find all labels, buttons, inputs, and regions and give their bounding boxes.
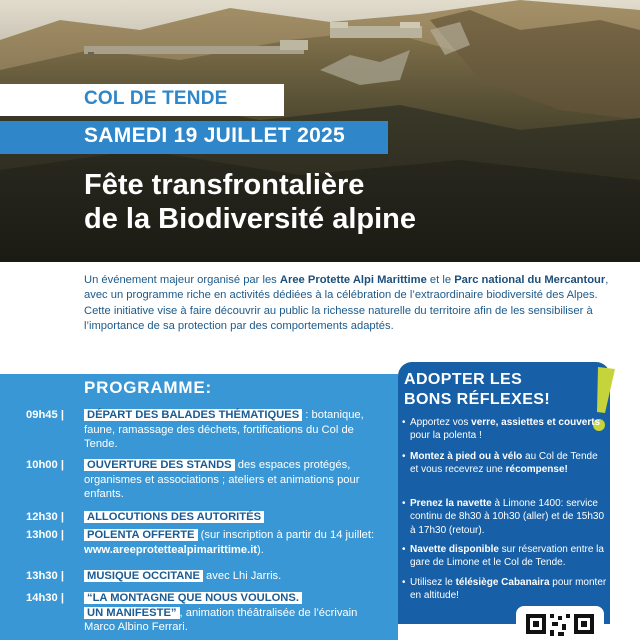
title-line-1: Fête transfrontalière [84, 169, 365, 201]
tip-item [402, 576, 608, 603]
tip-text: au Col de Tende et vous recevrez une [410, 451, 598, 476]
tips-title-line-2: BONS RÉFLEXES! [404, 391, 551, 408]
programme-body [84, 569, 384, 584]
qr-code[interactable] [516, 606, 604, 640]
intro-paragraph-1 [84, 273, 624, 304]
tip-item [402, 450, 608, 477]
organizer-italy: Aree Protette Alpi Marittime [279, 274, 427, 286]
bullet-icon: • [402, 577, 406, 588]
programme-label: OUVERTURE DES STANDS [84, 459, 235, 471]
programme-time: 09h45 | [26, 409, 64, 421]
intro-text [84, 273, 624, 334]
programme-body [84, 510, 384, 525]
event-title [84, 168, 416, 236]
programme-body [84, 458, 384, 502]
tip-text-end: pour monter en altitude! [410, 577, 607, 602]
tips-title-line-1: ADOPTER LES [404, 371, 523, 388]
intro-paragraph-2: Cette initiative vise à faire découvrir au public la richesse naturelle du territoire afin de les sensibiliser à l’importance de sa protection par des comportements adaptés. [84, 304, 593, 332]
programme-time: 10h00 | [26, 459, 64, 471]
programme-text-end: ). [257, 543, 264, 556]
tip-bold: Montez à pied ou à vélo [410, 451, 523, 462]
tip-bold-end: récompense! [505, 464, 568, 476]
programme-text: (sur inscription à partir du 14 juillet: [197, 529, 375, 541]
programme-label-2: UN MANIFESTE” [84, 607, 180, 619]
tip-bold: télésiège Cabanaira [455, 577, 550, 588]
programme-label: ALLOCUTIONS DES AUTORITÉS [84, 511, 264, 523]
tip-text: Utilisez le [410, 577, 456, 588]
programme-label: POLENTA OFFERTE [84, 529, 198, 541]
programme-body [84, 591, 384, 635]
programme-label: “LA MONTAGNE QUE NOUS VOULONS. [84, 592, 302, 604]
programme-text: , animation théâtralisée de l’écrivain Marco Albino Ferrari. [84, 606, 358, 633]
programme-body [84, 528, 384, 557]
tip-bold: Prenez la navette [410, 498, 492, 509]
tip-text: à Limone 1400: service continu de 8h30 à 10h30 (aller) et de 15h30 à 17h30 (retour). [410, 498, 605, 536]
intro-text-c: et le [426, 274, 455, 286]
programme-time: 13h30 | [26, 570, 64, 582]
tip-item [402, 543, 608, 570]
tip-item [402, 497, 608, 537]
organizer-france: Parc national du Mercantour [454, 274, 606, 286]
bullet-icon: • [402, 544, 406, 555]
event-place: COL DE TENDE [84, 88, 228, 109]
event-date: SAMEDI 19 JUILLET 2025 [84, 124, 346, 147]
registration-link[interactable]: www.areeprotettealpimarittime.it [84, 543, 258, 556]
bullet-icon: • [402, 451, 406, 462]
title-line-2: de la Biodiversité alpine [84, 203, 416, 235]
programme-title: PROGRAMME: [84, 378, 212, 397]
tip-bold: Navette disponible [410, 544, 499, 555]
bullet-icon: • [402, 498, 406, 509]
programme-time: 14h30 | [26, 592, 64, 604]
intro-text-a: Un événement majeur organisé par les [84, 274, 280, 286]
tip-text-end: pour la polenta ! [410, 430, 482, 442]
programme-text: : botanique, faune, ramassage des déchets, fortifications du Col de Tende. [84, 409, 364, 450]
programme-time: 13h00 | [26, 529, 64, 541]
programme-text: des espaces protégés, organismes et associations ; ateliers et animations pour enfants. [84, 459, 360, 500]
tip-item [402, 416, 608, 443]
programme-label: DÉPART DES BALADES THÉMATIQUES [84, 409, 302, 421]
qr-code-icon [516, 606, 604, 640]
tip-bold: verre, assiettes et couverts [471, 417, 601, 428]
intro-text-e: , avec un programme riche en activités dédiées à la célébration de l’extraordinaire biodiversité des Alpes. [84, 274, 609, 302]
tip-text: sur réservation entre la gare de Limone et le Col de Tende. [410, 544, 604, 569]
bullet-icon: • [402, 417, 406, 428]
programme-label: MUSIQUE OCCITANE [84, 570, 203, 582]
programme-text: avec Lhi Jarris. [202, 570, 282, 582]
programme-body [84, 408, 384, 452]
tip-text: Apportez vos [410, 417, 472, 428]
programme-time: 12h30 | [26, 511, 64, 523]
tips-title [404, 370, 604, 410]
